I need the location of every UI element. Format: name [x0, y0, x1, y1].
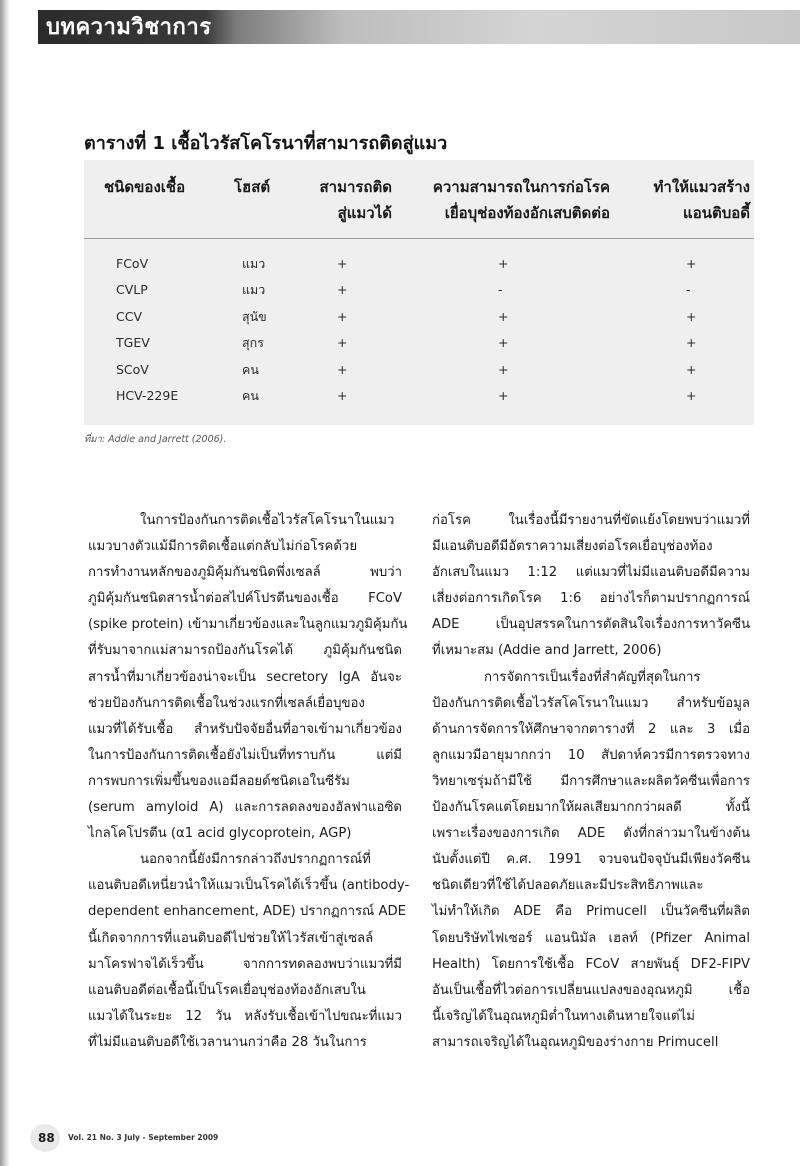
table-cell-value: -	[686, 282, 691, 298]
table-cell-virus: HCV-229E	[116, 388, 179, 403]
table-cell-value: +	[686, 388, 697, 403]
table-cell-virus: CCV	[116, 308, 143, 324]
table-cell-host: สุนัข	[242, 308, 267, 324]
text-line: แมวที่ได้รับเชื้อ สำหรับปัจจัยอื่นที่อาจเข้ามาเกี่ยวข้อง	[88, 721, 402, 737]
text-line: แมวบางตัวแม้มีการติดเชื้อแต่กลับไม่ก่อโรคด้วย	[88, 539, 358, 555]
table-source: ที่มา: Addie and Jarrett (2006).	[84, 434, 227, 445]
table-column-header-line: แอนติบอดี้	[683, 204, 750, 222]
text-line: วิทยาเซรุ่มถ้ามีใช้ มีการศึกษาและผลิตวัคซีนเพื่อการ	[432, 773, 750, 789]
journal-issue: Vol. 21 No. 3 July - September 2009	[68, 1133, 219, 1142]
table-cell-value: +	[337, 308, 348, 324]
table-cell-host: สุกร	[242, 335, 264, 351]
text-line: นับตั้งแต่ปี ค.ศ. 1991 จวบจนปัจจุบันมีเพียงวัคซีน	[432, 852, 750, 868]
text-line: ไกลโคโปรตีน (α1 acid glycoprotein, AGP)	[88, 826, 352, 842]
table-cell-value: +	[337, 256, 348, 271]
section-title: บทความวิชาการ	[46, 15, 212, 40]
text-line: สามารถเจริญได้ในอุณหภูมิของร่างกาย Primucell	[432, 1034, 719, 1050]
text-line: ก่อโรค ในเรื่องนี้มีรายงานที่ขัดแย้งโดยพบว่าแมวที่	[432, 513, 750, 528]
text-line: ป้องกันโรคแต่โดยมากให้ผลเสียมากกว่าผลดี ทั้งนี้	[432, 800, 750, 816]
text-line: แอนติบอดีต่อเชื้อนี้เป็นโรคเยื่อบุช่องท้องอักเสบใน	[88, 982, 366, 998]
table-cell-virus: CVLP	[116, 282, 148, 298]
table-cell-value: +	[686, 335, 697, 351]
left-text-column	[88, 508, 410, 1056]
page-number: 88	[38, 1131, 55, 1145]
table-column-header	[396, 174, 610, 226]
table-cell-value: +	[498, 361, 509, 377]
page-binding-shadow	[0, 0, 10, 1166]
table-column-header-line: ชนิดของเชื้อ	[104, 178, 186, 196]
text-line: การพบการเพิ่มขึ้นของแอมีลอยด์ชนิดเอในซีรัม	[88, 773, 350, 789]
table-cell-value: +	[686, 256, 697, 271]
text-line: ช่วยป้องกันการติดเชื้อในช่วงแรกที่เซลล์เยื่อบุของ	[88, 695, 365, 711]
text-line: ชนิดเดียวที่ใช้ได้ปลอดภัยและมีประสิทธิภาพและ	[432, 878, 704, 894]
table-cell-value: +	[337, 361, 348, 377]
text-line: นอกจากนี้ยังมีการกล่าวถึงปรากฏการณ์ที่	[140, 852, 371, 868]
text-line: แมวได้ในระยะ 12 วัน หลังรับเชื้อเข้าไปขณะที่แมว	[88, 1008, 402, 1024]
table-cell-value: +	[498, 256, 509, 271]
table-column-header-line: สามารถติด	[319, 178, 392, 196]
table-cell-virus: TGEV	[116, 335, 150, 351]
text-line: สารน้ำที่มาเกี่ยวข้องน่าจะเป็น secretory IgA อันจะ	[88, 669, 402, 685]
table-cell-host: คน	[242, 388, 259, 403]
table-column-header	[286, 174, 392, 226]
table-column-header	[624, 174, 750, 226]
text-line: ลูกแมวมีอายุมากกว่า 10 สัปดาห์ควรมีการตรวจทาง	[432, 747, 750, 763]
table-column-header-line: ทำให้แมวสร้าง	[653, 178, 750, 196]
table-cell-value: +	[686, 361, 697, 377]
text-line: dependent enhancement, ADE) ปรากฏการณ์ ADE	[88, 904, 406, 920]
table-column-header	[104, 174, 214, 200]
text-line: เสี่ยงต่อการเกิดโรค 1:6 อย่างไรก็ตามปรากฏการณ์	[432, 591, 750, 607]
table-column-header-line: โฮสต์	[234, 178, 271, 196]
table-column-header-line: ความสามารถในการก่อโรค	[432, 178, 610, 196]
table-title: ตารางที่ 1 เชื้อไวรัสโคโรนาที่สามารถติดสู่แมว	[84, 133, 448, 154]
text-line: โดยบริษัทไฟเซอร์ แอนนิมัล เฮลท์ (Pfizer Animal	[432, 930, 750, 946]
text-line: ในการป้องกันการติดเชื้อไวรัสโคโรนาในแมว	[140, 513, 395, 528]
text-line: อันเป็นเชื้อที่ไวต่อการเปลี่ยนแปลงของอุณหภูมิ เชื้อ	[432, 982, 750, 998]
text-line: อักเสบในแมว 1:12 แต่แมวที่ไม่มีแอนติบอดีมีความ	[432, 565, 750, 581]
table-cell-value: +	[337, 335, 348, 351]
text-line: (serum amyloid A) และการลดลงของอัลฟาแอซิด	[88, 800, 402, 816]
text-line: การทำงานหลักของภูมิคุ้มกันชนิดพึ่งเซลล์ พบว่า	[88, 565, 402, 581]
text-line: แอนติบอดีเหนี่ยวนำให้แมวเป็นโรคได้เร็วขึ้น (antibody-	[88, 878, 410, 894]
text-line: (spike protein) เข้ามาเกี่ยวข้องและในลูกแมวภูมิคุ้มกัน	[88, 617, 408, 633]
text-line: การจัดการเป็นเรื่องที่สำคัญที่สุดในการ	[484, 669, 701, 685]
text-line: ภูมิคุ้มกันชนิดสารน้ำต่อสไปค์โปรตีนของเชื้อ FCoV	[88, 591, 402, 607]
text-line: ในการป้องกันการติดเชื้อยังไม่เป็นที่ทราบกัน แต่มี	[88, 747, 402, 763]
text-line: มาโครฟาจได้เร็วขึ้น จากการทดลองพบว่าแมวที่มี	[88, 956, 402, 972]
text-line: Health) โดยการใช้เชื้อ FCoV สายพันธุ์ DF2-FIPV	[432, 956, 750, 972]
table-cell-value: +	[498, 388, 509, 403]
text-line: นี้เจริญได้ในอุณหภูมิต่ำในทางเดินหายใจแต่ไม่	[432, 1008, 695, 1024]
table-cell-value: +	[498, 335, 509, 351]
table-cell-value: +	[337, 282, 348, 298]
table-cell-value: -	[498, 282, 503, 298]
table-cell-value: +	[686, 308, 697, 324]
text-line: ADE เป็นอุปสรรคในการตัดสินใจเรื่องการหาวัคซีน	[432, 617, 750, 633]
right-text-column	[432, 508, 750, 1056]
table-cell-host: แมว	[242, 256, 266, 271]
table-cell-host: คน	[242, 361, 259, 377]
text-line: ที่รับมาจากแม่สามารถป้องกันโรคได้ ภูมิคุ้มกันชนิด	[88, 643, 402, 659]
text-line: ด้านการจัดการให้ศึกษาจากตารางที่ 2 และ 3 เมื่อ	[432, 721, 750, 737]
text-line: ไม่ทำให้เกิด ADE คือ Primucell เป็นวัคซีนที่ผลิต	[432, 904, 750, 920]
text-line: ป้องกันการติดเชื้อไวรัสโคโรนาในแมว สำหรับข้อมูล	[432, 695, 750, 711]
table-cell-virus: FCoV	[116, 256, 149, 271]
text-line: ที่ไม่มีแอนติบอดีใช้เวลานานกว่าคือ 28 วันในการ	[88, 1034, 367, 1050]
text-line: เพราะเรื่องของการเกิด ADE ดังที่กล่าวมาในข้างต้น	[432, 826, 750, 842]
table-header-rule	[84, 238, 754, 239]
table-column-header-line: เยื่อบุช่องท้องอักเสบติดต่อ	[444, 204, 610, 222]
table-column-header-line: สู่แมวได้	[337, 204, 392, 222]
text-line: มีแอนติบอดีมีอัตราความเสี่ยงต่อโรคเยื่อบุช่องท้อง	[432, 539, 713, 555]
table-cell-virus: SCoV	[116, 361, 149, 377]
text-line: นี้เกิดจากการที่แอนติบอดีไปช่วยให้ไวรัสเข้าสู่เซลล์	[88, 930, 374, 946]
table-column-header	[234, 174, 294, 200]
table-cell-host: แมว	[242, 282, 266, 298]
table-cell-value: +	[337, 388, 348, 403]
text-line: ที่เหมาะสม (Addie and Jarrett, 2006)	[432, 643, 662, 659]
table-cell-value: +	[498, 308, 509, 324]
